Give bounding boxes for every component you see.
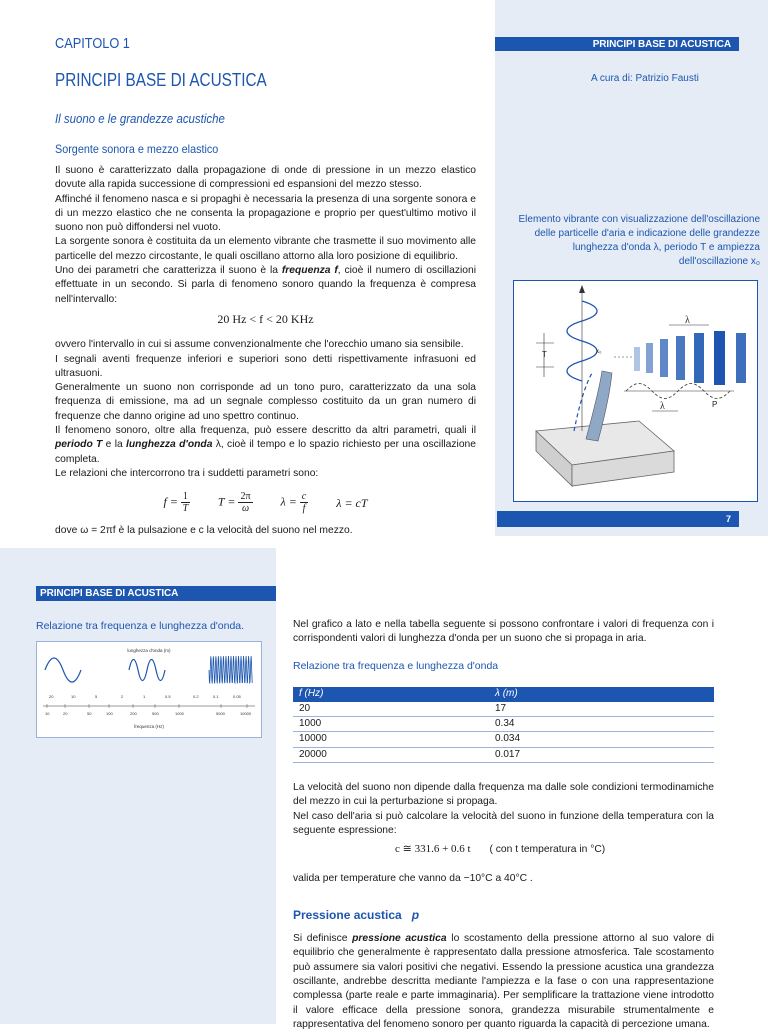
paragraph [55,424,476,467]
freq-tick: 20 [63,711,68,716]
table-cell: 1000 [293,717,489,732]
table-cell: 0.017 [489,747,714,762]
frequency-range-formula: 20 Hz < f < 20 KHz [217,311,314,326]
wl-tick: 10 [71,694,76,699]
speed-note: ( con t temperatura in °C) [489,844,606,856]
freq-tick: 200 [130,711,137,716]
wl-tick: 0.2 [193,694,199,699]
freq-tick: 500 [152,711,159,716]
text-span: , cioè il numero di oscillazioni effettuate in un secondo. Si parla di fenomeno sonoro quando la frequenza è compresa nell'intervallo: [55,265,476,305]
eq-lhs: λ = [280,494,297,509]
pressure-paragraph [293,932,714,1032]
section-title: Pressione acustica [293,907,402,922]
lambda-label-top: λ [685,315,690,326]
text-span: Si definisce [293,933,353,945]
curator-credit: A cura di: Patrizio Fausti [591,73,699,84]
text-span: e la [102,439,127,451]
wl-tick: 0.05 [233,694,241,699]
frequency-wavelength-table [293,687,714,763]
freq-tick: 1000 [175,711,184,716]
term-frequency: frequenza f [281,265,338,277]
table-cell: 0.34 [489,717,714,732]
header-bar [495,37,739,51]
wavelength-ticks [49,694,242,699]
figure-caption: Relazione tra frequenza e lunghezza d'onda. [36,620,245,632]
page2-body [293,618,714,1032]
wl-tick: 1 [143,694,146,699]
table-cell: 20 [293,702,489,717]
freq-tick: 10000 [240,711,252,716]
vibrating-element-figure [513,280,758,502]
eq-den: f [302,503,306,515]
equation-t [218,491,253,514]
wavelength-axis-label: lunghezza d'onda (m) [127,648,171,653]
wl-tick: 0.1 [213,694,219,699]
section-symbol: p [411,907,420,922]
text-span: lo scostamento della pressione attorno al suo valore di equilibrio che generalmente è rappresentato dalla pressione atmosferica. Tale scostamento può assumere sia valori positivi che negativi. Essendo la pressione acustica una grandezza oscillante, andrebbe descritta mediante l'ampiezza e la fase o con una rappresentazione complessa (parte reale e parte immaginaria). Per semplificare la trattazione viene introdotto il valore efficace della pressione sonora, grandezza misurabile strumentalmente e rappresentativa del fenomeno sonoro per quanto riguarda la capacità di percezione umana. [293,933,714,1030]
header-bar-label: PRINCIPI BASE DI ACUSTICA [592,38,731,50]
equation-lambda-ct: λ = cT [336,495,368,510]
frequency-wavelength-figure [36,641,262,738]
term-acoustic-pressure: pressione acustica [352,933,447,945]
section-heading: Sorgente sonora e mezzo elastico [55,142,219,156]
text-span: Uno dei parametri che caratterizza il suono è la [55,265,282,277]
pressure-label: P [712,400,718,409]
column-header-wavelength: λ (m) [489,687,714,702]
table-caption: Relazione tra frequenza e lunghezza d'onda [293,659,499,672]
freq-tick: 50 [87,711,92,716]
table-cell: 20000 [293,747,489,762]
eq-num: c [301,491,307,503]
wl-tick: 20 [49,694,54,699]
paragraph: La sorgente sonora è costituita da un elemento vibrante che trasmette il suo movimento alle particelle del mezzo circostante, le quali oscillano attorno alla loro posizione di equilibrio. [55,236,476,262]
eq-num: 1 [182,491,188,503]
section-heading [293,908,714,922]
header-bar-page2 [36,586,276,601]
equation-f [163,491,189,514]
body-text [55,164,476,539]
table-cell: 10000 [293,732,489,747]
paragraph: valida per temperature che vanno da −10°C a 40°C . [293,872,533,884]
table-cell: 17 [489,702,714,717]
speed-formula: c ≅ 331.6 + 0.6 t [395,843,471,856]
page-number: 7 [497,511,739,527]
text-span: Il fenomeno sonoro, oltre alla frequenza, può essere descritto da altri parametri, quali il [55,425,476,437]
frequency-wavelength-diagram [37,642,261,737]
table-row [293,717,714,732]
paragraph: Affinché il fenomeno nasca e si propaghi è necessaria la presenza di una sorgente sonora e di un mezzo elastico che ne consenta la propagazione e proprio per quest'ultimo motivo il suono non può diffondersi nel vuoto. [55,193,476,234]
table-row [293,747,714,762]
figure-caption: Elemento vibrante con visualizzazione dell'oscillazione delle particelle d'aria e indicazione delle grandezze lunghezza d'onda λ, periodo T e ampiezza dell'oscillazione x₀ [518,214,760,267]
table-cell: 0.034 [489,732,714,747]
eq-lhs: T = [217,494,236,509]
vibration-diagram [514,281,757,501]
paragraph: dove ω = 2πf è la pulsazione e c la velocità del suono nel mezzo. [55,525,353,537]
freq-tick: 5000 [216,711,225,716]
table-row [293,702,714,717]
eq-den: T [182,503,189,515]
paragraph: La velocità del suono non dipende dalla frequenza ma dalle sole condizioni termodinamiche del mezzo in cui la perturbazione si propaga. [293,782,714,808]
equation-row [55,491,476,514]
table-header-row [293,687,714,702]
freq-tick: 10 [45,711,50,716]
eq-den: ω [241,503,249,515]
period-label: T [542,350,547,359]
paragraph [55,264,476,307]
term-period: periodo T [55,439,103,451]
paragraph: Nel caso dell'aria si può calcolare la velocità del suono in funzione della temperatura con la seguente espressione: [293,810,714,836]
page-title: PRINCIPI BASE DI ACUSTICA [55,70,267,90]
wl-tick: 2 [121,694,124,699]
chapter-label: CAPITOLO 1 [55,35,130,52]
column-header-frequency: f (Hz) [293,687,489,702]
speed-of-sound-formula [293,842,714,857]
paragraph: Il suono è caratterizzato dalla propagazione di onde di pressione in un mezzo elastico dovute alla rapida successione di compressioni ed espansioni del mezzo stesso. [55,165,476,191]
eq-num: 2π [240,491,251,503]
frequency-ticks [45,711,252,716]
term-wavelength: lunghezza d'onda [126,439,213,451]
eq-lhs: f = [163,494,178,509]
freq-tick: 100 [106,711,113,716]
paragraph: Generalmente un suono non corrisponde ad un tono puro, caratterizzato da una sola frequenza di emissione, ma ad un segnale complesso costituito da un gran numero di frequenze che danno origine ad uno spettro continuo. [55,382,476,422]
wl-tick: 5 [95,694,98,699]
paragraph: ovvero l'intervallo in cui si assume convenzionalmente che l'orecchio umano sia sensibile. [55,339,464,351]
subtitle: Il suono e le grandezze acustiche [55,111,225,126]
paragraph: I segnali aventi frequenze inferiori e superiori sono detti rispettivamente infrasuoni ed ultrasuoni. [55,353,476,379]
lambda-label-bottom: λ [660,401,665,412]
wl-tick: 0.5 [165,694,171,699]
intro-paragraph: Nel grafico a lato e nella tabella seguente si possono confrontare i valori di frequenza con i corrispondenti valori di lunghezza d'onda per un suono che si propaga in aria. [293,619,714,645]
paragraph: Le relazioni che intercorrono tra i suddetti parametri sono: [55,467,319,479]
table-row [293,732,714,747]
equation-lambda [281,491,309,514]
header-bar-label: PRINCIPI BASE DI ACUSTICA [40,588,179,599]
amplitude-label: x₀ [596,349,602,355]
frequency-axis-label: frequenza (Hz) [134,724,164,729]
text-span: λ, cioè il tempo e lo spazio richiesto per una oscillazione completa. [55,439,477,465]
